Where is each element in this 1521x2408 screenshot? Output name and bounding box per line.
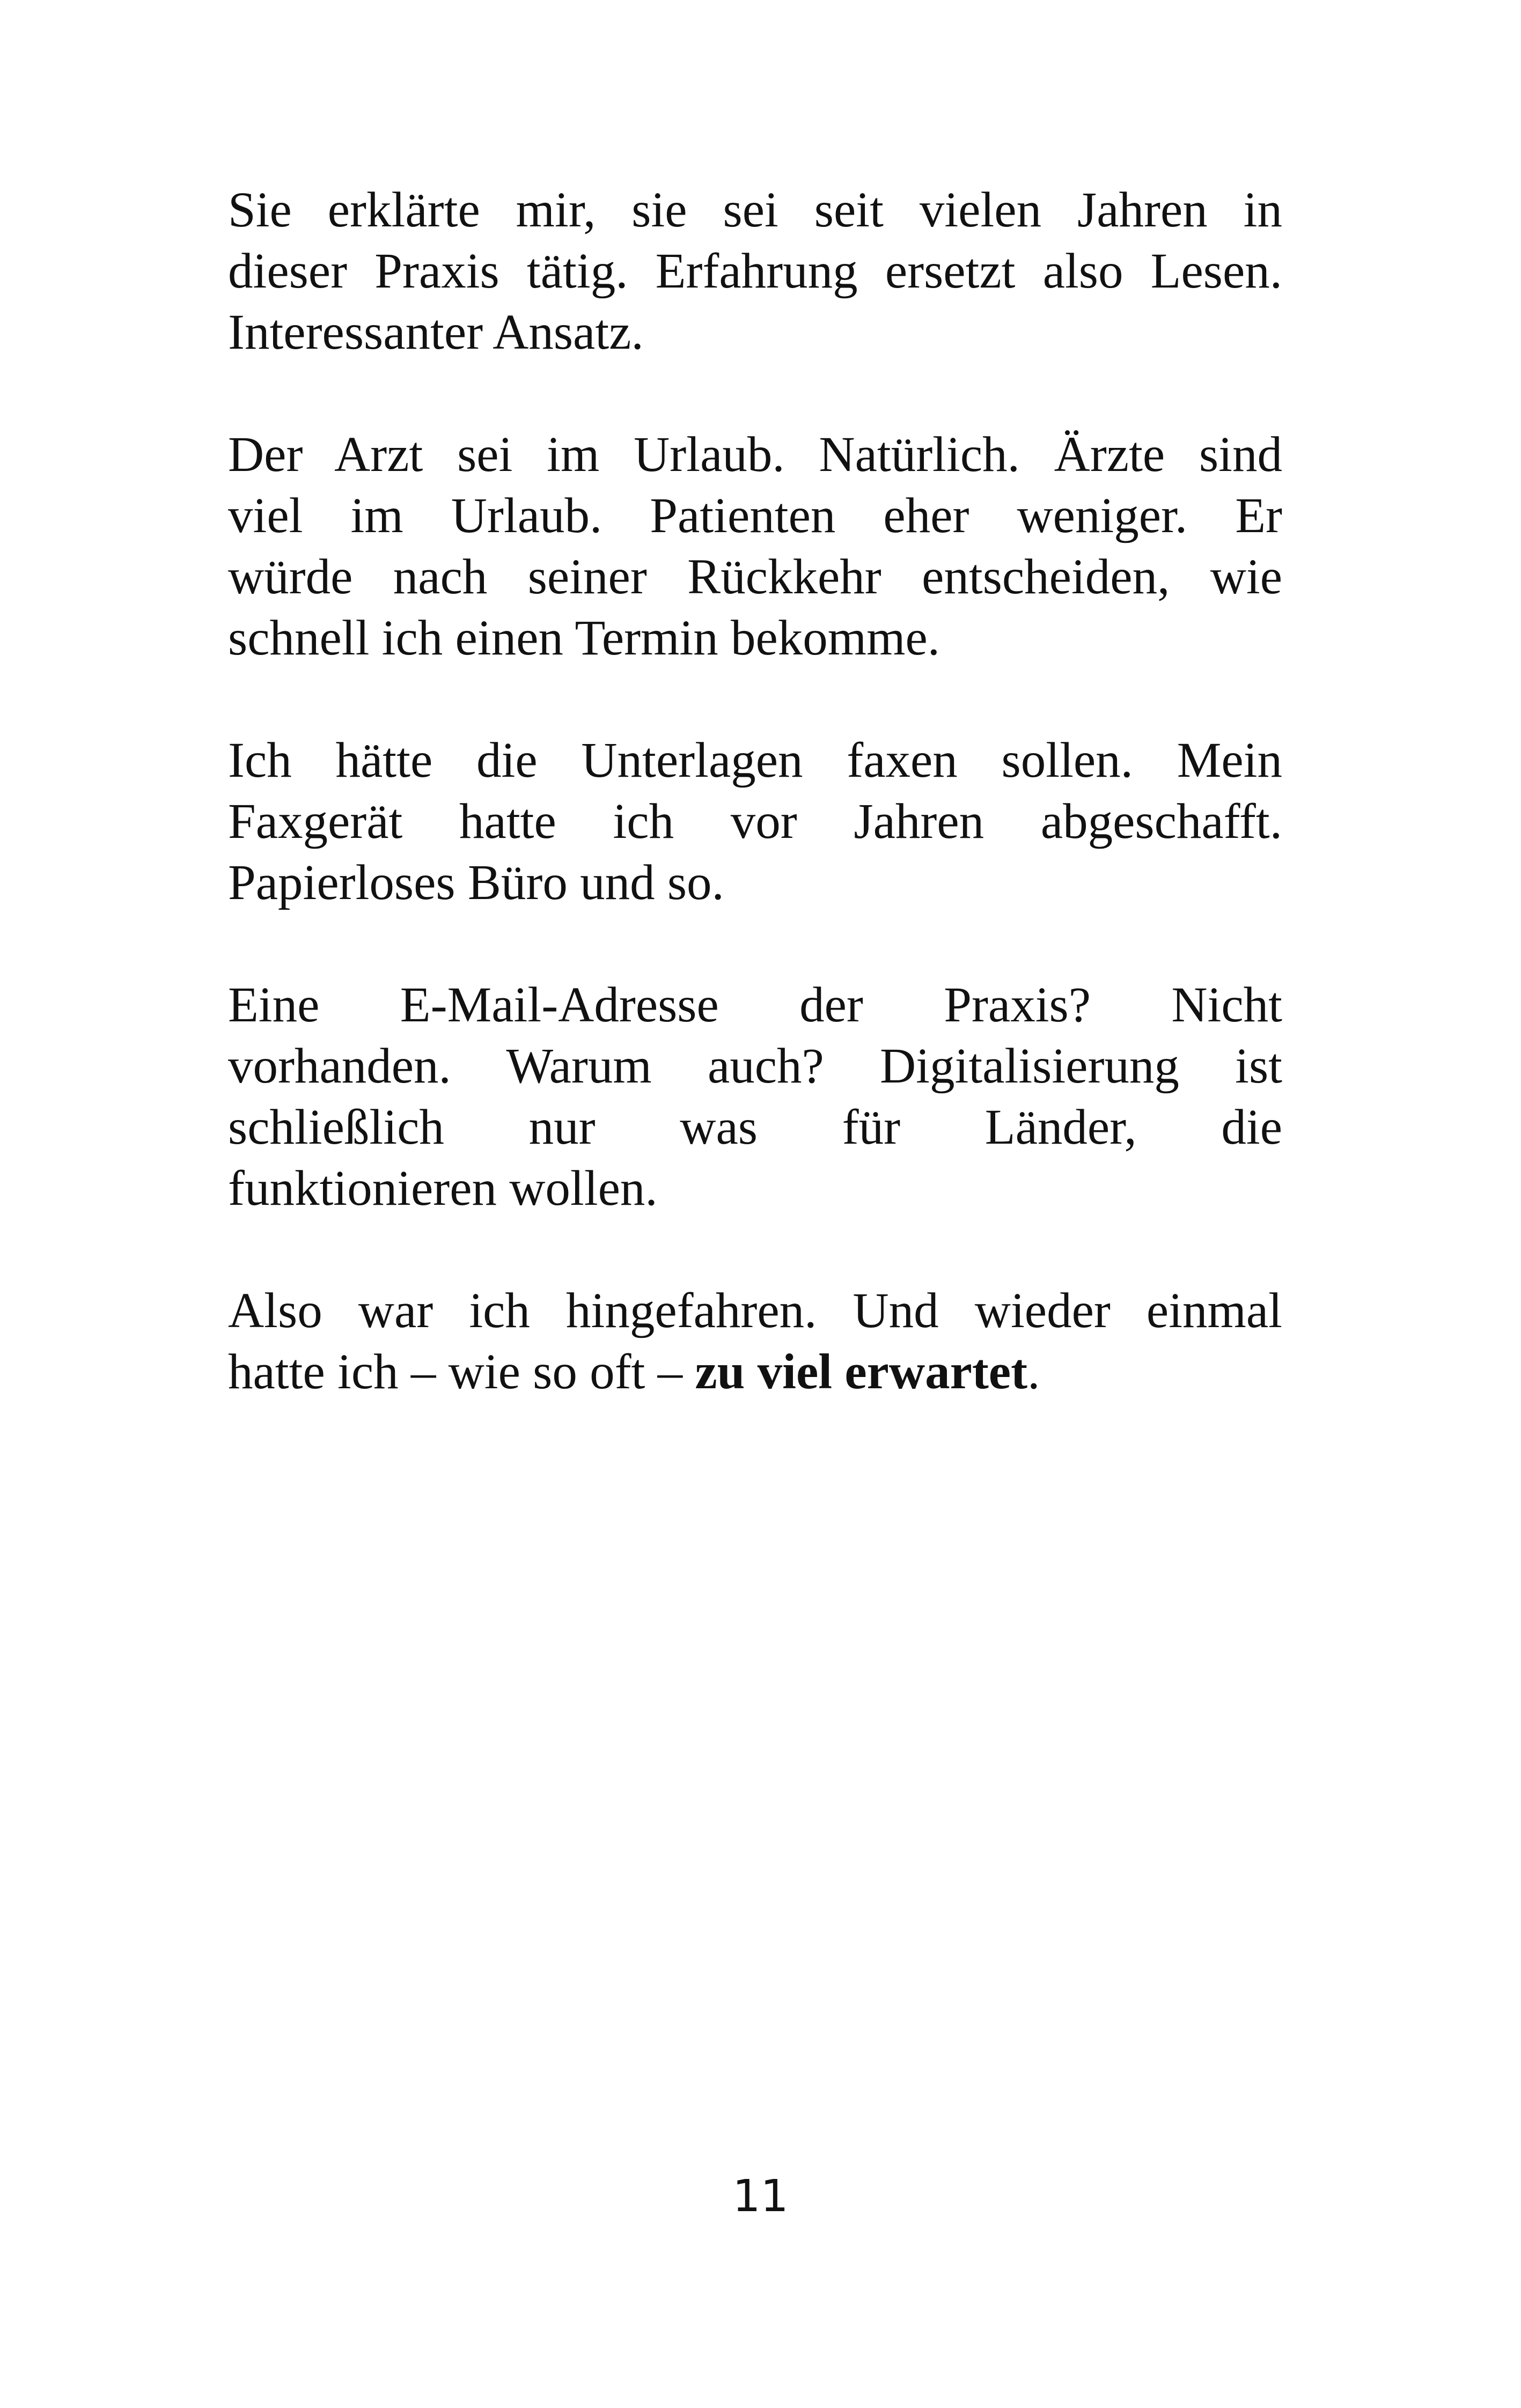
text-line: schließlich nur was für Länder, die xyxy=(228,1100,1282,1155)
text-segment: hatte ich – wie so oft – xyxy=(228,1344,695,1400)
bold-emphasis: zu viel erwartet xyxy=(695,1344,1028,1400)
text-line: würde nach seiner Rückkehr entscheiden, wie xyxy=(228,549,1282,605)
paragraph xyxy=(228,975,1282,1219)
text-line: Der Arzt sei im Urlaub. Natürlich. Ärzte sind xyxy=(228,427,1282,482)
paragraph xyxy=(228,180,1282,363)
text-line: Faxgerät hatte ich vor Jahren abgeschafft. xyxy=(228,794,1282,849)
text-line: viel im Urlaub. Patienten eher weniger. Er xyxy=(228,488,1282,543)
text-line: funktionieren wollen. xyxy=(228,1161,658,1216)
text-line: vorhanden. Warum auch? Digitalisierung ist xyxy=(228,1039,1282,1094)
text-line: Sie erklärte mir, sie sei seit vielen Jahren in xyxy=(228,182,1282,238)
text-segment: . xyxy=(1027,1344,1040,1400)
text-line: dieser Praxis tätig. Erfahrung ersetzt also Lesen. xyxy=(228,244,1282,299)
text-line: schnell ich einen Termin bekomme. xyxy=(228,610,940,666)
text-line: Also war ich hingefahren. Und wieder einmal xyxy=(228,1283,1282,1338)
body-text xyxy=(228,180,1282,1403)
text-line: Papierloses Büro und so. xyxy=(228,855,724,910)
paragraph xyxy=(228,424,1282,669)
paragraph xyxy=(228,1280,1282,1403)
paragraph xyxy=(228,730,1282,914)
text-line xyxy=(228,1342,1282,1403)
text-line: Interessanter Ansatz. xyxy=(228,305,644,360)
page-number: 11 xyxy=(732,2171,789,2222)
text-line: Ich hätte die Unterlagen faxen sollen. Mein xyxy=(228,733,1282,788)
text-line: Eine E-Mail-Adresse der Praxis? Nicht xyxy=(228,977,1282,1033)
